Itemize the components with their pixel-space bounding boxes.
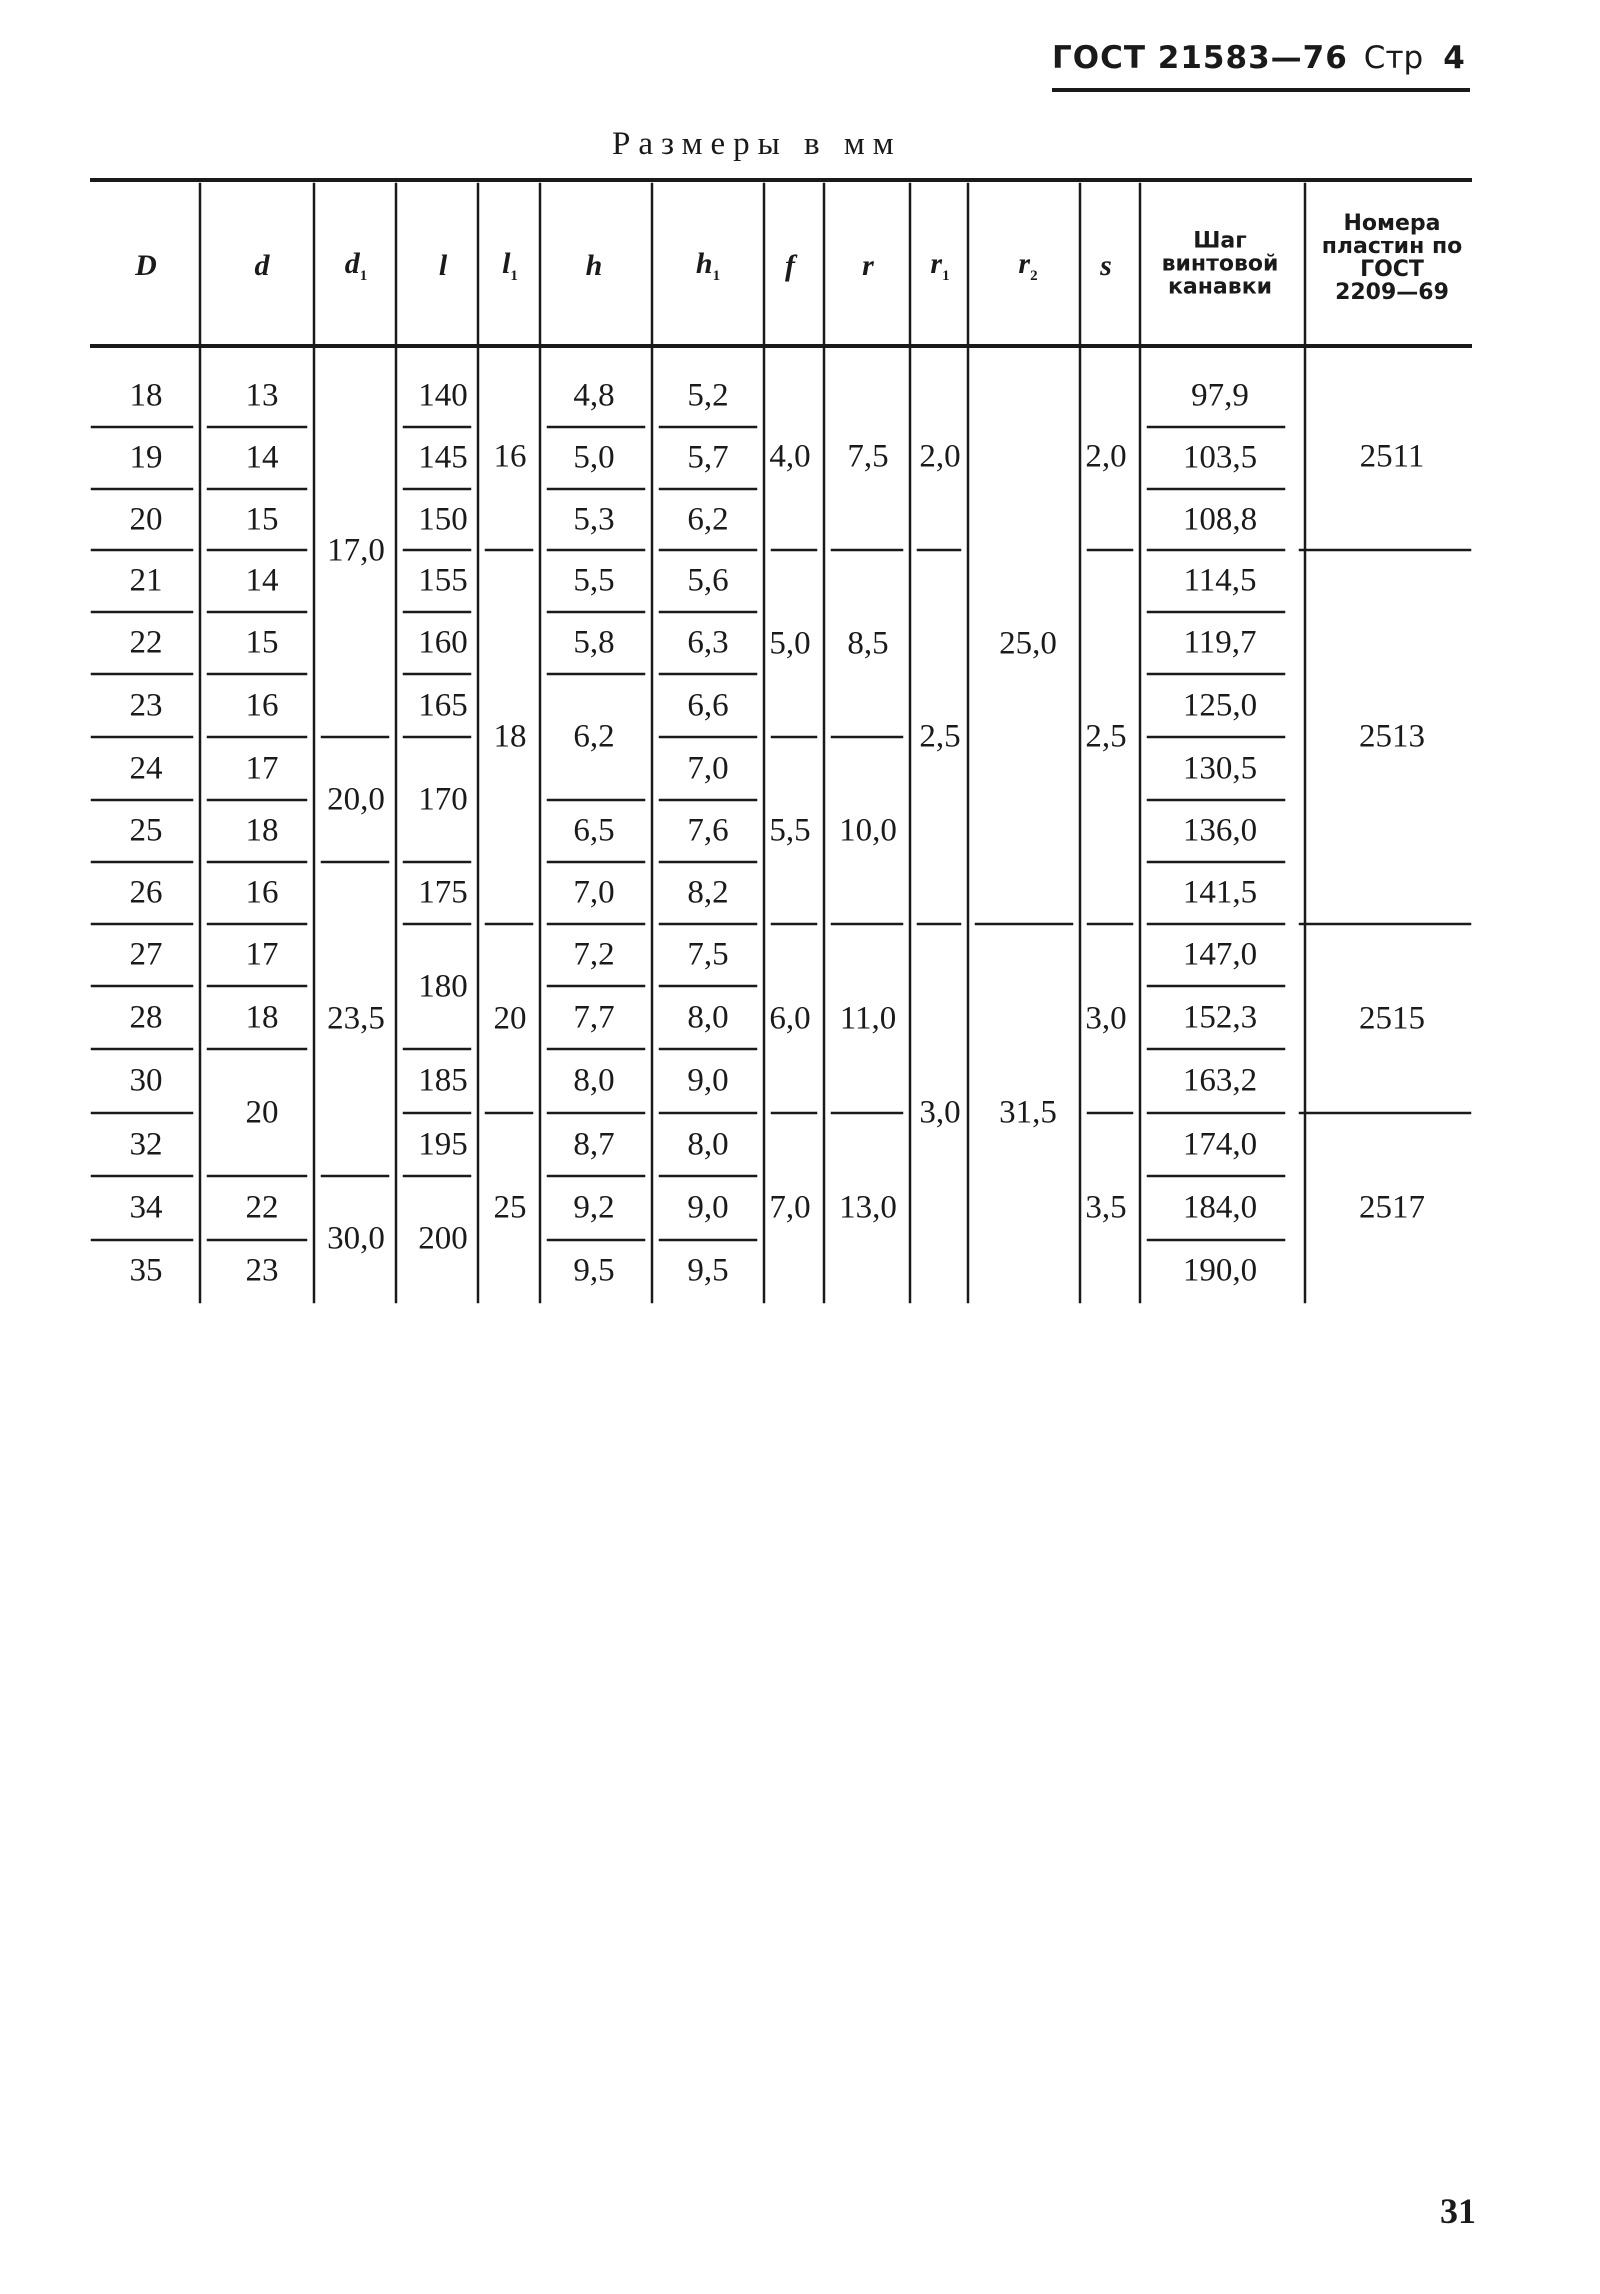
cell-pitch: 190,0 xyxy=(1182,1252,1258,1289)
cell-h: 9,2 xyxy=(573,1189,615,1226)
cell-f: 7,0 xyxy=(769,1189,811,1225)
cell-f: 6,0 xyxy=(769,1000,811,1036)
cell-h1: 9,0 xyxy=(687,1062,729,1099)
cell-D: 22 xyxy=(129,624,163,661)
cell-D: 26 xyxy=(129,874,163,911)
column-header-r2 xyxy=(1018,247,1037,285)
cell-f: 5,0 xyxy=(769,625,811,661)
column-header-symbol: d xyxy=(344,247,360,280)
cell-d: 14 xyxy=(245,439,279,476)
cell-D: 27 xyxy=(129,936,163,973)
cell-pitch: 125,0 xyxy=(1182,687,1258,723)
column-header-d xyxy=(255,249,270,283)
cell-plates: 2517 xyxy=(1359,1189,1425,1225)
cell-s: 3,0 xyxy=(1085,1000,1127,1036)
column-header-line: Номера xyxy=(1343,211,1441,236)
cell-h: 5,3 xyxy=(573,501,615,537)
cell-D: 18 xyxy=(129,377,163,413)
cell-d1: 20,0 xyxy=(327,781,385,817)
page-label: Стр xyxy=(1363,40,1424,76)
column-header-index: 1 xyxy=(359,268,368,284)
cell-l1: 18 xyxy=(493,718,527,755)
cell-s: 2,5 xyxy=(1085,718,1127,755)
cell-s: 2,0 xyxy=(1085,438,1127,475)
cell-h: 7,7 xyxy=(573,999,615,1035)
column-header-symbol: s xyxy=(1100,249,1112,282)
cell-l1: 16 xyxy=(493,438,527,475)
folio-number: 31 xyxy=(1440,2191,1476,2231)
cell-pitch: 184,0 xyxy=(1182,1189,1258,1226)
column-header-l xyxy=(439,249,447,283)
column-header-index: 1 xyxy=(942,268,950,284)
column-header-r1 xyxy=(930,247,949,285)
cell-h: 6,5 xyxy=(573,812,615,849)
cell-l: 160 xyxy=(418,624,468,661)
column-header-symbol: h xyxy=(585,249,603,282)
column-header-line: винтовой xyxy=(1161,251,1279,277)
cell-h: 8,0 xyxy=(573,1062,615,1099)
cell-plates: 2511 xyxy=(1359,438,1425,475)
column-header-l1 xyxy=(502,247,518,285)
column-header-symbol: l xyxy=(502,247,511,280)
column-header-line: канавки xyxy=(1167,274,1273,300)
cell-h1: 5,6 xyxy=(687,562,729,599)
cell-pitch: 108,8 xyxy=(1182,501,1258,537)
cell-plates: 2515 xyxy=(1359,1000,1425,1036)
cell-h: 5,0 xyxy=(573,439,615,476)
cell-r: 8,5 xyxy=(847,625,889,661)
cell-h1: 7,0 xyxy=(687,750,729,786)
cell-d: 22 xyxy=(245,1189,279,1226)
column-header-symbol: D xyxy=(135,249,157,282)
cell-h1: 9,0 xyxy=(687,1189,729,1226)
standard-number: ГОСТ 21583—76 xyxy=(1052,40,1348,76)
column-header-line: ГОСТ xyxy=(1360,257,1424,282)
column-header-r xyxy=(862,249,874,283)
column-header-h xyxy=(586,249,603,283)
cell-d: 20 xyxy=(245,1094,279,1130)
cell-h: 8,7 xyxy=(573,1126,615,1162)
column-header-symbol: r xyxy=(1018,247,1031,280)
cell-h: 5,5 xyxy=(573,562,615,599)
cell-d: 16 xyxy=(245,874,279,911)
cell-pitch: 152,3 xyxy=(1182,999,1258,1035)
cell-l: 155 xyxy=(418,562,468,599)
column-header-D xyxy=(135,249,157,283)
cell-pitch: 163,2 xyxy=(1182,1062,1258,1099)
cell-r: 11,0 xyxy=(839,1000,897,1036)
column-header-symbol: r xyxy=(862,249,874,282)
cell-l: 195 xyxy=(418,1126,468,1162)
cell-r2: 25,0 xyxy=(999,625,1057,662)
cell-l: 165 xyxy=(418,687,468,723)
cell-h1: 8,2 xyxy=(687,874,729,911)
cell-d: 15 xyxy=(245,624,279,661)
cell-d: 23 xyxy=(245,1252,279,1289)
column-header-index: 1 xyxy=(712,268,721,284)
cell-h1: 5,2 xyxy=(687,377,729,413)
cell-pitch: 130,5 xyxy=(1182,750,1258,786)
cell-r1: 3,0 xyxy=(919,1094,961,1131)
cell-l: 180 xyxy=(418,968,468,1004)
cell-D: 20 xyxy=(129,501,163,537)
column-header-line: пластин по xyxy=(1321,234,1463,259)
column-header-pitch xyxy=(1135,230,1305,299)
cell-r2: 31,5 xyxy=(999,1094,1057,1131)
cell-pitch: 119,7 xyxy=(1183,624,1257,661)
cell-d: 15 xyxy=(245,501,279,537)
cell-d: 13 xyxy=(245,377,279,413)
cell-d: 14 xyxy=(245,562,279,599)
cell-pitch: 174,0 xyxy=(1182,1126,1258,1162)
column-header-symbol: f xyxy=(785,249,795,282)
cell-l: 185 xyxy=(418,1062,468,1099)
column-header-symbol: r xyxy=(930,247,943,280)
cell-h1: 7,6 xyxy=(687,812,729,849)
column-header-symbol: h xyxy=(695,247,713,280)
cell-r: 10,0 xyxy=(839,812,897,848)
cell-f: 5,5 xyxy=(769,812,811,848)
cell-D: 30 xyxy=(129,1062,163,1099)
column-header-index: 2 xyxy=(1030,268,1038,284)
cell-pitch: 103,5 xyxy=(1182,439,1258,476)
cell-D: 28 xyxy=(129,999,163,1035)
cell-h1: 5,7 xyxy=(687,439,729,476)
column-header-line: Шаг xyxy=(1193,228,1247,254)
column-header-index: 1 xyxy=(510,268,518,284)
cell-l1: 25 xyxy=(493,1189,527,1225)
cell-D: 21 xyxy=(129,562,163,599)
column-header-h1 xyxy=(696,247,720,285)
cell-l: 150 xyxy=(418,501,468,537)
cell-h1: 6,6 xyxy=(687,687,729,723)
column-header-s xyxy=(1100,249,1112,283)
column-header-symbol: d xyxy=(254,249,270,282)
column-header-symbol: l xyxy=(438,249,448,282)
cell-D: 19 xyxy=(129,439,163,476)
cell-h1: 6,2 xyxy=(687,501,729,537)
cell-r1: 2,0 xyxy=(919,438,961,475)
cell-d: 17 xyxy=(245,936,279,973)
cell-h: 4,8 xyxy=(573,377,615,413)
cell-h: 7,2 xyxy=(573,936,615,973)
column-header-line: 2209—69 xyxy=(1335,280,1449,305)
cell-pitch: 147,0 xyxy=(1182,936,1258,973)
cell-pitch: 97,9 xyxy=(1191,377,1249,413)
column-header-f xyxy=(785,249,795,283)
cell-D: 23 xyxy=(129,687,163,723)
column-header-d1 xyxy=(345,247,368,285)
cell-D: 35 xyxy=(129,1252,163,1289)
table-subtitle: Размеры в мм xyxy=(612,126,902,162)
cell-pitch: 136,0 xyxy=(1182,812,1258,849)
cell-D: 32 xyxy=(129,1126,163,1162)
cell-r1: 2,5 xyxy=(919,718,961,755)
cell-h1: 7,5 xyxy=(687,936,729,973)
cell-d1: 23,5 xyxy=(327,1000,385,1037)
cell-plates: 2513 xyxy=(1359,718,1425,755)
cell-pitch: 141,5 xyxy=(1182,874,1258,911)
cell-h1: 6,3 xyxy=(687,624,729,661)
cell-h1: 8,0 xyxy=(687,1126,729,1162)
cell-l: 200 xyxy=(418,1220,468,1257)
cell-h1: 9,5 xyxy=(687,1252,729,1289)
cell-f: 4,0 xyxy=(769,438,811,475)
cell-d1: 30,0 xyxy=(327,1220,385,1257)
cell-d1: 17,0 xyxy=(327,532,385,568)
cell-h: 6,2 xyxy=(573,718,615,755)
cell-s: 3,5 xyxy=(1085,1189,1127,1225)
cell-d: 18 xyxy=(245,812,279,849)
cell-D: 34 xyxy=(129,1189,163,1226)
cell-l: 145 xyxy=(418,439,468,476)
cell-l: 170 xyxy=(418,781,468,817)
cell-h1: 8,0 xyxy=(687,999,729,1035)
cell-h: 9,5 xyxy=(573,1252,615,1289)
cell-h: 5,8 xyxy=(573,624,615,661)
cell-l: 175 xyxy=(418,874,468,911)
cell-r: 13,0 xyxy=(839,1189,897,1225)
cell-d: 16 xyxy=(245,687,279,723)
cell-D: 25 xyxy=(129,812,163,849)
cell-l1: 20 xyxy=(493,1000,527,1036)
cell-l: 140 xyxy=(418,377,468,413)
page-number: 4 xyxy=(1443,40,1465,76)
cell-D: 24 xyxy=(129,750,163,786)
cell-r: 7,5 xyxy=(847,438,889,475)
cell-d: 18 xyxy=(245,999,279,1035)
cell-pitch: 114,5 xyxy=(1183,562,1257,599)
cell-h: 7,0 xyxy=(573,874,615,911)
cell-d: 17 xyxy=(245,750,279,786)
column-header-plates xyxy=(1307,212,1477,304)
